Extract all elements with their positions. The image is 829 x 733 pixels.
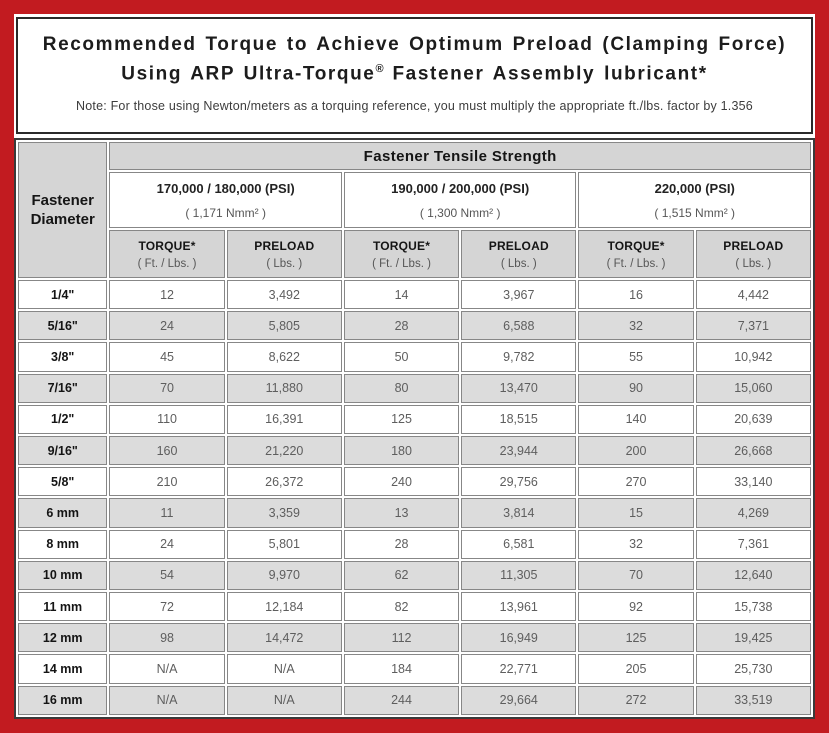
preload-value-cell: 4,442 [696, 280, 811, 309]
psi-header-row [18, 172, 811, 228]
preload-column-header [461, 230, 576, 278]
torque-column-header [344, 230, 459, 278]
preload-value-cell: 3,359 [227, 498, 342, 527]
torque-value-cell: 14 [344, 280, 459, 309]
fastener-diameter-header-line2: Diameter [30, 211, 95, 228]
preload-value-cell: 3,492 [227, 280, 342, 309]
diameter-cell: 12 mm [18, 623, 107, 652]
title-line-2-text-end: Fastener Assembly lubricant* [383, 63, 708, 85]
table-row [18, 374, 811, 403]
preload-value-cell: 13,470 [461, 374, 576, 403]
psi-label: 190,000 / 200,000 (PSI) [391, 180, 530, 196]
preload-value-cell: N/A [227, 686, 342, 715]
torque-unit: ( Ft. / Lbs. ) [372, 257, 431, 270]
torque-value-cell: 90 [578, 374, 693, 403]
torque-value-cell: 28 [344, 530, 459, 559]
torque-value-cell: 184 [344, 654, 459, 683]
diameter-cell: 7/16" [18, 374, 107, 403]
torque-value-cell: 80 [344, 374, 459, 403]
diameter-cell: 8 mm [18, 530, 107, 559]
diameter-cell: 10 mm [18, 561, 107, 590]
torque-value-cell: 125 [344, 405, 459, 434]
torque-value-cell: 16 [578, 280, 693, 309]
torque-value-cell: 32 [578, 530, 693, 559]
preload-value-cell: 6,581 [461, 530, 576, 559]
torque-value-cell: 160 [109, 436, 224, 465]
preload-value-cell: 6,588 [461, 311, 576, 340]
torque-value-cell: 205 [578, 654, 693, 683]
torque-value-cell: 140 [578, 405, 693, 434]
units-header-row [18, 230, 811, 278]
preload-value-cell: 18,515 [461, 405, 576, 434]
preload-value-cell: 3,967 [461, 280, 576, 309]
torque-value-cell: 24 [109, 311, 224, 340]
tensile-strength-header-row [18, 142, 811, 170]
table-row [18, 592, 811, 621]
torque-value-cell: 12 [109, 280, 224, 309]
preload-value-cell: 26,372 [227, 467, 342, 496]
preload-value-cell: 3,814 [461, 498, 576, 527]
preload-value-cell: 33,140 [696, 467, 811, 496]
torque-value-cell: 15 [578, 498, 693, 527]
preload-value-cell: 13,961 [461, 592, 576, 621]
torque-value-cell: 180 [344, 436, 459, 465]
preload-value-cell: 33,519 [696, 686, 811, 715]
torque-value-cell: 28 [344, 311, 459, 340]
preload-value-cell: 25,730 [696, 654, 811, 683]
table-row [18, 280, 811, 309]
preload-value-cell: 16,949 [461, 623, 576, 652]
torque-value-cell: 272 [578, 686, 693, 715]
diameter-cell: 14 mm [18, 654, 107, 683]
table-row [18, 405, 811, 434]
table-row [18, 311, 811, 340]
psi-group-170-180 [109, 172, 342, 228]
torque-value-cell: 200 [578, 436, 693, 465]
preload-label: PRELOAD [254, 238, 315, 253]
preload-value-cell: 19,425 [696, 623, 811, 652]
torque-value-cell: 32 [578, 311, 693, 340]
torque-value-cell: 72 [109, 592, 224, 621]
diameter-cell: 5/8" [18, 467, 107, 496]
preload-label: PRELOAD [488, 238, 549, 253]
torque-label: TORQUE* [138, 238, 196, 253]
torque-column-header [578, 230, 693, 278]
table-row [18, 342, 811, 371]
table-row [18, 530, 811, 559]
diameter-cell: 1/2" [18, 405, 107, 434]
page-title-line-2 [18, 63, 811, 85]
preload-value-cell: 20,639 [696, 405, 811, 434]
torque-value-cell: 45 [109, 342, 224, 371]
fastener-diameter-header [18, 142, 107, 278]
torque-value-cell: 54 [109, 561, 224, 590]
torque-value-cell: 125 [578, 623, 693, 652]
torque-value-cell: 70 [109, 374, 224, 403]
preload-column-header [227, 230, 342, 278]
preload-value-cell: 7,371 [696, 311, 811, 340]
torque-label: TORQUE* [607, 238, 665, 253]
diameter-cell: 9/16" [18, 436, 107, 465]
diameter-cell: 16 mm [18, 686, 107, 715]
psi-label: 170,000 / 180,000 (PSI) [156, 180, 295, 196]
table-row [18, 467, 811, 496]
preload-value-cell: 26,668 [696, 436, 811, 465]
nmm-label: ( 1,171 Nmm² ) [185, 205, 266, 220]
torque-value-cell: 50 [344, 342, 459, 371]
preload-value-cell: 11,305 [461, 561, 576, 590]
nmm-label: ( 1,515 Nmm² ) [654, 205, 736, 220]
psi-group-220 [578, 172, 811, 228]
torque-value-cell: 98 [109, 623, 224, 652]
torque-table-body [18, 280, 811, 715]
torque-value-cell: 62 [344, 561, 459, 590]
preload-value-cell: 10,942 [696, 342, 811, 371]
diameter-cell: 6 mm [18, 498, 107, 527]
registered-trademark-symbol: ® [375, 63, 384, 75]
torque-value-cell: 240 [344, 467, 459, 496]
psi-group-190-200 [344, 172, 577, 228]
table-row [18, 686, 811, 715]
torque-value-cell: 210 [109, 467, 224, 496]
nmm-label: ( 1,300 Nmm² ) [419, 205, 501, 220]
preload-value-cell: 9,782 [461, 342, 576, 371]
preload-value-cell: 9,970 [227, 561, 342, 590]
torque-value-cell: 70 [578, 561, 693, 590]
fastener-diameter-header-line1: Fastener [31, 191, 94, 209]
preload-value-cell: 7,361 [696, 530, 811, 559]
preload-value-cell: 23,944 [461, 436, 576, 465]
table-row [18, 561, 811, 590]
title-line-2-text: Using ARP Ultra-Torque [121, 63, 376, 85]
torque-value-cell: 82 [344, 592, 459, 621]
preload-value-cell: 14,472 [227, 623, 342, 652]
torque-value-cell: N/A [109, 654, 224, 683]
page-title-line-1: Recommended Torque to Achieve Optimum Preload (Clamping Force) [42, 34, 787, 55]
torque-value-cell: 270 [578, 467, 693, 496]
torque-label: TORQUE* [372, 238, 431, 253]
preload-value-cell: 29,756 [461, 467, 576, 496]
diameter-cell: 5/16" [18, 311, 107, 340]
preload-value-cell: 8,622 [227, 342, 342, 371]
preload-value-cell: 12,640 [696, 561, 811, 590]
torque-value-cell: 24 [109, 530, 224, 559]
preload-value-cell: 5,801 [227, 530, 342, 559]
preload-unit: ( Lbs. ) [266, 257, 303, 270]
torque-value-cell: 110 [109, 405, 224, 434]
torque-value-cell: 13 [344, 498, 459, 527]
table-row [18, 654, 811, 683]
fastener-tensile-strength-header: Fastener Tensile Strength [109, 142, 811, 170]
preload-column-header [696, 230, 811, 278]
preload-value-cell: 21,220 [227, 436, 342, 465]
torque-value-cell: N/A [109, 686, 224, 715]
torque-value-cell: 55 [578, 342, 693, 371]
preload-value-cell: 15,060 [696, 374, 811, 403]
preload-label: PRELOAD [723, 238, 784, 253]
preload-unit: ( Lbs. ) [735, 257, 772, 270]
torque-unit: ( Ft. / Lbs. ) [137, 257, 197, 270]
preload-value-cell: 15,738 [696, 592, 811, 621]
diameter-cell: 1/4" [18, 280, 107, 309]
torque-column-header [109, 230, 224, 278]
preload-value-cell: 4,269 [696, 498, 811, 527]
torque-table [14, 138, 815, 719]
table-row [18, 623, 811, 652]
preload-value-cell: 22,771 [461, 654, 576, 683]
torque-unit: ( Ft. / Lbs. ) [606, 257, 666, 270]
torque-value-cell: 244 [344, 686, 459, 715]
preload-value-cell: 29,664 [461, 686, 576, 715]
torque-value-cell: 92 [578, 592, 693, 621]
psi-label: 220,000 (PSI) [654, 180, 735, 196]
preload-value-cell: 11,880 [227, 374, 342, 403]
diameter-cell: 3/8" [18, 342, 107, 371]
table-row [18, 498, 811, 527]
title-box [16, 17, 813, 134]
newton-meters-note: Note: For those using Newton/meters as a torquing reference, you must multiply the appropriate ft./lbs. factor by 1.356 [76, 99, 753, 114]
preload-value-cell: 12,184 [227, 592, 342, 621]
diameter-cell: 11 mm [18, 592, 107, 621]
preload-unit: ( Lbs. ) [500, 257, 537, 270]
content-panel [14, 14, 815, 719]
preload-value-cell: N/A [227, 654, 342, 683]
preload-value-cell: 5,805 [227, 311, 342, 340]
torque-value-cell: 112 [344, 623, 459, 652]
torque-value-cell: 11 [109, 498, 224, 527]
preload-value-cell: 16,391 [227, 405, 342, 434]
table-row [18, 436, 811, 465]
